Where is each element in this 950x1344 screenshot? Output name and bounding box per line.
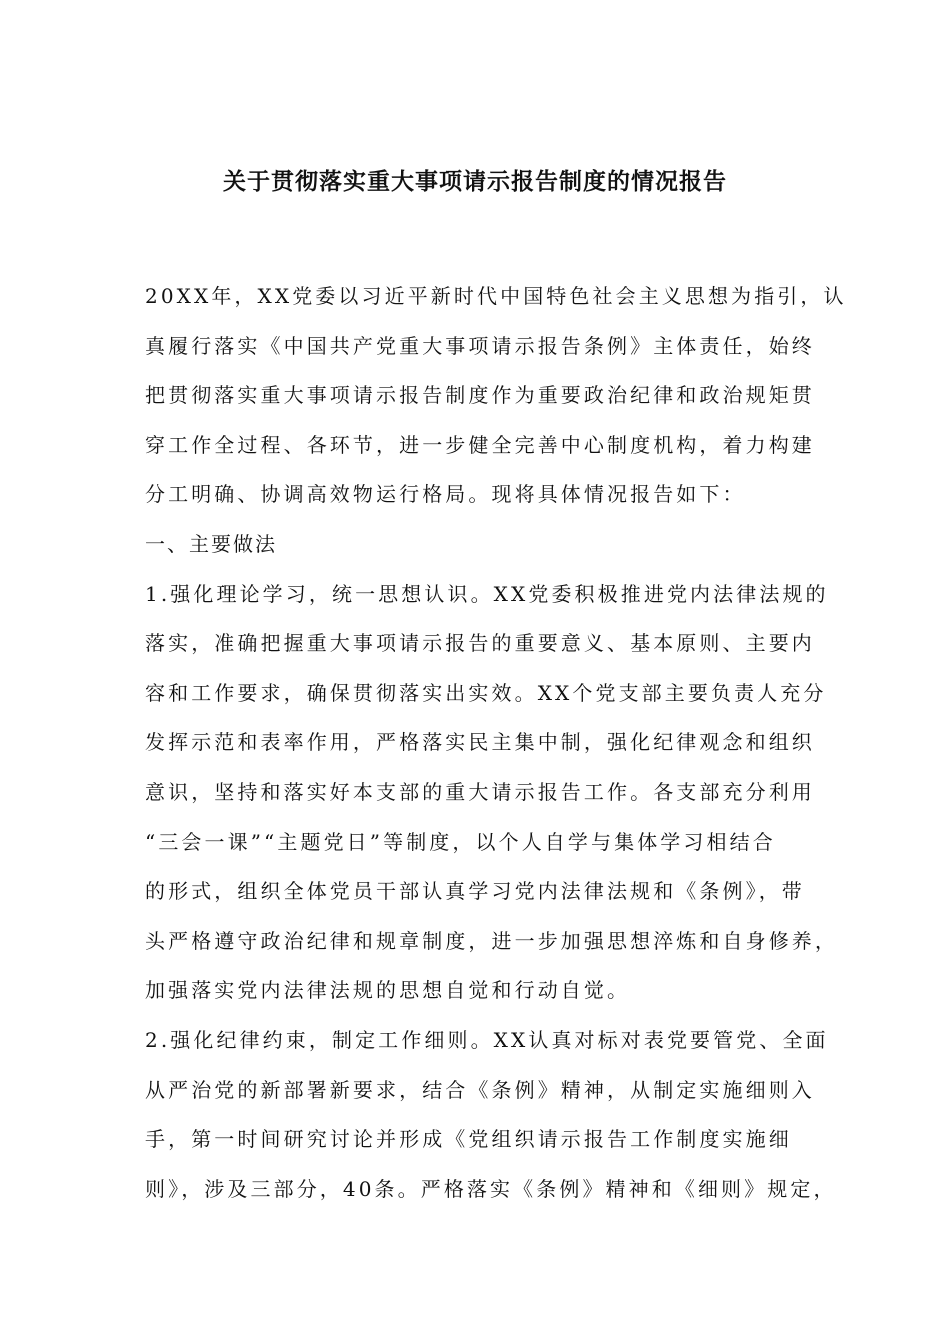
document-title: 关于贯彻落实重大事项请示报告制度的情况报告	[223, 168, 727, 195]
body-line: 加强落实党内法律法规的思想自觉和行动自觉。	[145, 978, 631, 1003]
body-line: 发挥示范和表率作用，严格落实民主集中制，强化纪律观念和组织	[145, 730, 815, 755]
body-line: 穿工作全过程、各环节，进一步健全完善中心制度机构，着力构建	[145, 432, 815, 457]
body-line: 手，第一时间研究讨论并形成《党组织请示报告工作制度实施细	[145, 1127, 792, 1152]
document-body	[145, 272, 847, 1214]
body-line: 的形式，组织全体党员干部认真学习党内法律法规和《条例》，带	[145, 879, 805, 904]
body-line: “三会一课”“主题党日”等制度，以个人自学与集体学习相结合	[145, 829, 776, 854]
body-line: 真履行落实《中国共产党重大事项请示报告条例》主体责任，始终	[145, 333, 815, 358]
body-line: 分工明确、协调高效物运行格局。现将具体情况报告如下：	[145, 482, 746, 507]
body-line: 20XX年，XX党委以习近平新时代中国特色社会主义思想为指引，认	[145, 284, 847, 308]
body-line: 1.强化理论学习，统一思想认识。XX党委积极推进党内法律法规的	[145, 581, 829, 606]
body-line: 2.强化纪律约束，制定工作细则。XX认真对标对表党要管党、全面	[145, 1027, 829, 1052]
body-line: 从严治党的新部署新要求，结合《条例》精神，从制定实施细则入	[145, 1077, 815, 1102]
section-heading: 一、主要做法	[145, 531, 277, 556]
body-line: 意识，坚持和落实好本支部的重大请示报告工作。各支部充分利用	[145, 779, 815, 804]
body-line: 容和工作要求，确保贯彻落实出实效。XX个党支部主要负责人充分	[145, 680, 827, 705]
body-line: 头严格遵守政治纪律和规章制度，进一步加强思想淬炼和自身修养，	[145, 928, 838, 953]
body-line: 则》，涉及三部分，40条。严格落实《条例》精神和《细则》规定，	[145, 1176, 837, 1201]
body-line: 把贯彻落实重大事项请示报告制度作为重要政治纪律和政治规矩贯	[145, 383, 815, 408]
body-line: 落实，准确把握重大事项请示报告的重要意义、基本原则、主要内	[145, 631, 815, 656]
